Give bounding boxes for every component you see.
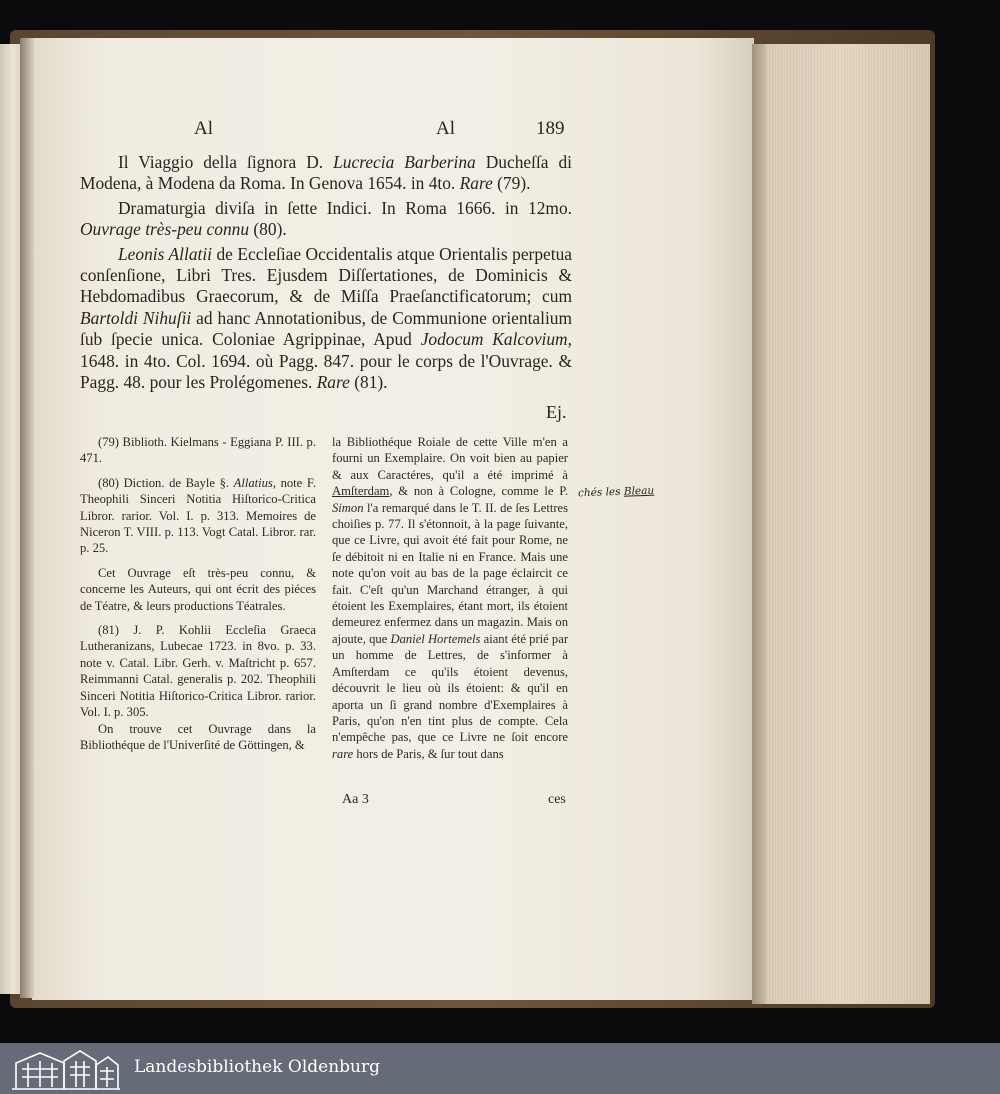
entry-81-collation: , 1648. in 4to. Col. 1694. où Pagg. 847. pour le corps de l'Ouvrage. & Pagg. 48. pour les Prolégomenes. [80,329,572,393]
entry-81-imprint: ad hanc Annotationibus, de Communione orientalium ſub ſpecie unica. Coloniae Agrippinae, Apud [80,307,573,350]
entry-80-remark: Ouvrage très-peu connu [80,219,250,240]
page-block-edge [752,44,930,1004]
footer-library-name: Landesbibliothek Oldenburg [134,1057,381,1077]
note-text-i: hors de Paris, & ſur tout dans [353,746,504,761]
note-81-continued [332,434,568,762]
entry-79-imprint: Ducheſſa di Modena, à Modena da Roma. In Genova 1654. in 4to. [80,152,572,194]
bottom-catchword: ces [548,792,566,807]
note-80-term: Allatius [233,475,273,490]
margin-note-name: Bleau [623,484,655,498]
margin-note-text: chés les [577,485,625,500]
page-number: 189 [536,118,565,139]
note-80 [80,475,316,557]
page-gutter [20,38,34,998]
note-text-c: , & non à Cologne, comme le P. [389,484,568,499]
note-81: (81) J. P. Kohlii Eccleſia Graeca Lutheranizans, Lubecae 1723. in 8vo. p. 33. note v. Catal. Libr. Gerh. v. Maſtricht p. 657. Reimmanni Catal. generalis p. 202. Theophili Sinceri Notitia Hiſtorico-Critica Libror. rarior. Vol. I. p. 305. [80,623,316,720]
entry-79 [80,152,572,195]
note-text-a: la Bibliothéque Roiale de cette Ville m'en a fourni un Exemplaire. On voit bien au papier & aux Caractéres, qu'il a été imprimé à [332,435,568,482]
note-81-comment: On trouve cet Ouvrage dans la Bibliothéque de l'Univerſité de Göttingen, & [80,721,316,752]
signature-mark: Aa 3 [342,792,369,807]
main-entries [80,152,572,393]
entry-81-text: de Eccleſiae Occidentalis atque Orientalis perpetua conſenſione, Libri Tres. Ejusdem Diſſertationes, de Dominicis & Hebdomadibus Graecorum, & de Miſſa Praeſanctificatorum; cum [80,243,572,307]
entry-79-ref: (79). [492,173,531,194]
entry-80 [80,198,572,241]
page-block-shadow [752,44,766,1004]
running-head-center: Al [436,118,455,139]
entry-79-rare: Rare [459,173,493,194]
notes-left-column [80,434,316,753]
note-rare: rare [332,746,354,761]
note-amsterdam: Amſterdam [332,484,390,499]
note-text-g: aiant été prié par un homme de Lettres, de s'informer à Amſterdam ce qu'ils étoient devenus, découvrit le lieu où ils étoient: & qu'il en aporta un ſi grand nombre d'Exemplaires à Paris, qu'on n'en tint plus de compte. Cela n'empêche pas, que ce Livre ne ſoit encore [332,631,569,745]
note-79: (79) Biblioth. Kielmans - Eggiana P. III. p. 471. [80,435,316,466]
notes-right-column [332,434,568,770]
library-building-icon [10,1047,122,1091]
entry-81-ref: (81). [349,372,388,393]
entry-79-text: Il Viaggio della ſignora D. [118,152,334,172]
note-simon: Simon [332,500,364,515]
footer-bar [0,1043,1000,1094]
entry-81 [80,244,572,394]
note-80-text: (80) Diction. de Bayle §. [98,475,234,490]
running-head-left: Al [194,118,213,139]
left-page-edge [0,44,22,994]
entry-81-author: Leonis Allatii [118,243,213,264]
note-text-e: l'a remarqué dans le T. II. de ſes Lettres choiſies p. 77. Il s'étonnoit, à la page ſuivante, que ce Livre, qui avoit été fait pour Rome, ne ſe débitoit ni en Italie ni en France. Mais une note qu'on voit au bas de la page éclaircit ce fait. C'eſt qu'un Marchand étranger, à qui étoient les Exemplaires, étant mort, ils étoient demeurez enfermez dans un magazin. Mais on ajoute, que [332,500,568,646]
entry-81-rare: Rare [316,372,350,393]
entry-79-name: Lucrecia Barberina [333,152,476,172]
note-hortemels: Daniel Hortemels [390,631,481,646]
entry-81-annotator: Bartoldi Nihuſii [80,307,192,328]
entry-81-printer: Jodocum Kalcovium [420,329,568,350]
catchword: Ej. [546,402,567,422]
entry-80-text: Dramaturgia diviſa in ſette Indici. In Roma 1666. in 12mo. [118,197,572,218]
entry-80-ref: (80). [249,219,287,240]
note-80-refs: , note F. Theophili Sinceri Notitia Hiſtorico-Critica Libror. rarior. Vol. I. p. 313. Memoires de Niceron T. VIII. p. 113. Vogt Catal. Libror. rar. p. 25. [80,475,316,556]
note-80-comment: Cet Ouvrage eſt très-peu connu, & concerne les Auteurs, qui ont écrit des piéces de Téatre, & leurs productions Téatrales. [80,565,316,613]
